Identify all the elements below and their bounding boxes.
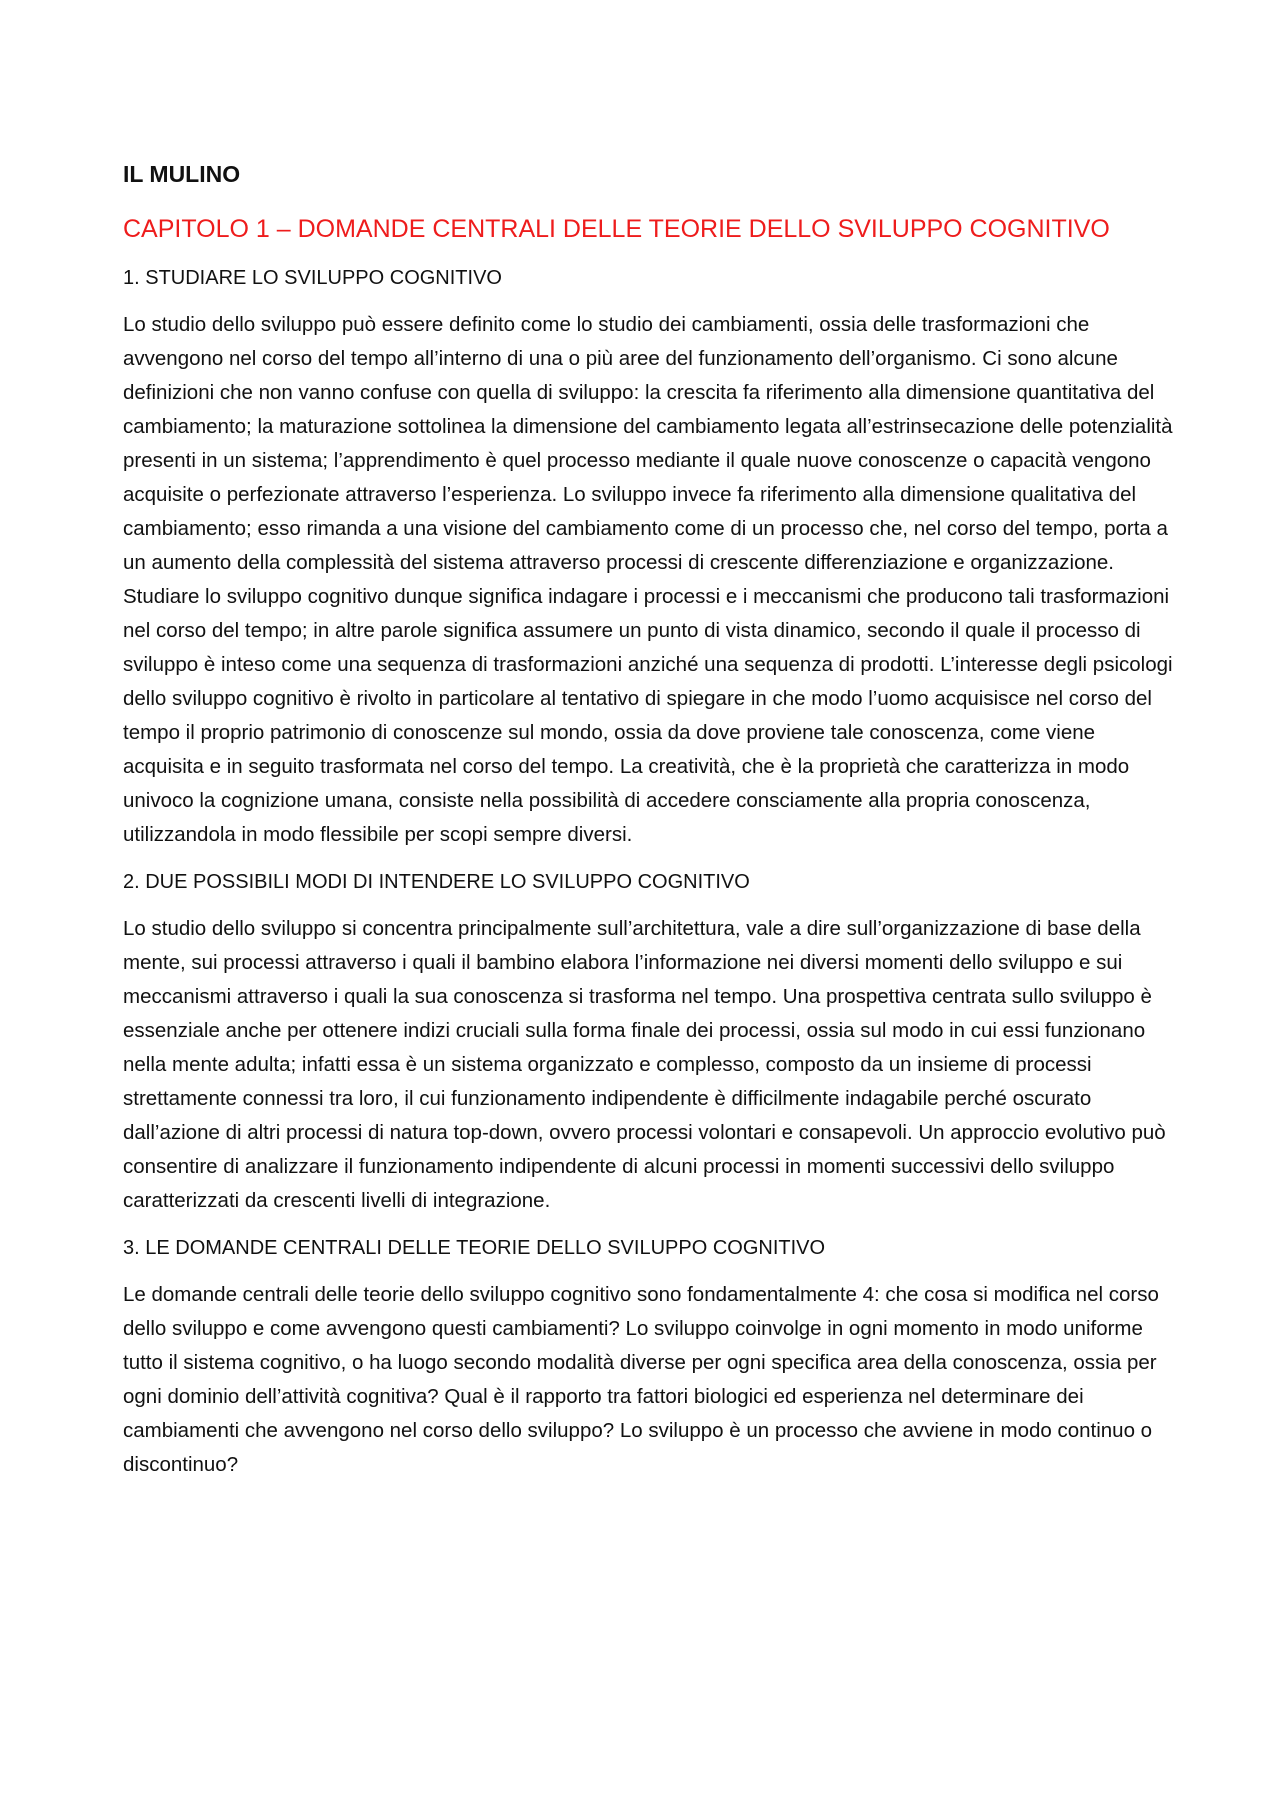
section-3-heading: 3. LE DOMANDE CENTRALI DELLE TEORIE DELLO SVILUPPO COGNITIVO bbox=[123, 1237, 826, 1259]
section-2-body: Lo studio dello sviluppo si concentra principalmente sull’architettura, vale a dire sull’organizzazione di base della mente, sui processi attraverso i quali il bambino elabora l’informazione nei diversi momenti dello sviluppo e sui meccanismi attraverso i quali la sua conoscenza si trasforma nel tempo. Una prospettiva centrata sullo sviluppo è essenziale anche per ottenere indizi cruciali sulla forma finale dei processi, ossia sul modo in cui essi funzionano nella mente adulta; infatti essa è un sistema organizzato e complesso, composto da un insieme di processi strettamente connessi tra loro, il cui funzionamento indipendente è difficilmente indagabile perché oscurato dall’azione di altri processi di natura top-down, ovvero processi volontari e consapevoli. Un approccio evolutivo può consentire di analizzare il funzionamento indipendente di alcuni processi in momenti successivi dello sviluppo caratterizzati da crescenti livelli di integrazione. bbox=[123, 917, 1166, 1212]
section-1-heading: 1. STUDIARE LO SVILUPPO COGNITIVO bbox=[123, 267, 502, 289]
chapter-title: CAPITOLO 1 – DOMANDE CENTRALI DELLE TEORIE DELLO SVILUPPO COGNITIVO bbox=[123, 215, 1110, 243]
section-3-body: Le domande centrali delle teorie dello sviluppo cognitivo sono fondamentalmente 4: che cosa si modifica nel corso dello sviluppo e come avvengono questi cambiamenti? Lo sviluppo coinvolge in ogni momento in modo uniforme tutto il sistema cognitivo, o ha luogo secondo modalità diverse per ogni specifica area della conoscenza, ossia per ogni dominio dell’attività cognitiva? Qual è il rapporto tra fattori biologici ed esperienza nel determinare dei cambiamenti che avvengono nel corso dello sviluppo? Lo sviluppo è un processo che avviene in modo continuo o discontinuo? bbox=[123, 1283, 1159, 1476]
section-1-body: Lo studio dello sviluppo può essere definito come lo studio dei cambiamenti, ossia delle trasformazioni che avvengono nel corso del tempo all’interno di una o più aree del funzionamento dell’organismo. Ci sono alcune definizioni che non vanno confuse con quella di sviluppo: la crescita fa riferimento alla dimensione quantitativa del cambiamento; la maturazione sottolinea la dimensione del cambiamento legata all’estrinsecazione delle potenzialità presenti in un sistema; l’apprendimento è quel processo mediante il quale nuove conoscenze o capacità vengono acquisite o perfezionate attraverso l’esperienza. Lo sviluppo invece fa riferimento alla dimensione qualitativa del cambiamento; esso rimanda a una visione del cambiamento come di un processo che, nel corso del tempo, porta a un aumento della complessità del sistema attraverso processi di crescente differenziazione e organizzazione. Studiare lo sviluppo cognitivo dunque significa indagare i processi e i meccanismi che producono tali trasformazioni nel corso del tempo; in altre parole significa assumere un punto di vista dinamico, secondo il quale il processo di sviluppo è inteso come una sequenza di trasformazioni anziché una sequenza di prodotti. L’interesse degli psicologi dello sviluppo cognitivo è rivolto in particolare al tentativo di spiegare in che modo l’uomo acquisisce nel corso del tempo il proprio patrimonio di conoscenze sul mondo, ossia da dove proviene tale conoscenza, come viene acquisita e in seguito trasformata nel corso del tempo. La creatività, che è la proprietà che caratterizza in modo univoco la cognizione umana, consiste nella possibilità di accedere consciamente alla propria conoscenza, utilizzandola in modo flessibile per scopi sempre diversi. bbox=[123, 313, 1173, 846]
section-2-heading: 2. DUE POSSIBILI MODI DI INTENDERE LO SVILUPPO COGNITIVO bbox=[123, 871, 750, 893]
document-title: IL MULINO bbox=[123, 161, 241, 187]
document-page bbox=[123, 158, 1173, 1498]
